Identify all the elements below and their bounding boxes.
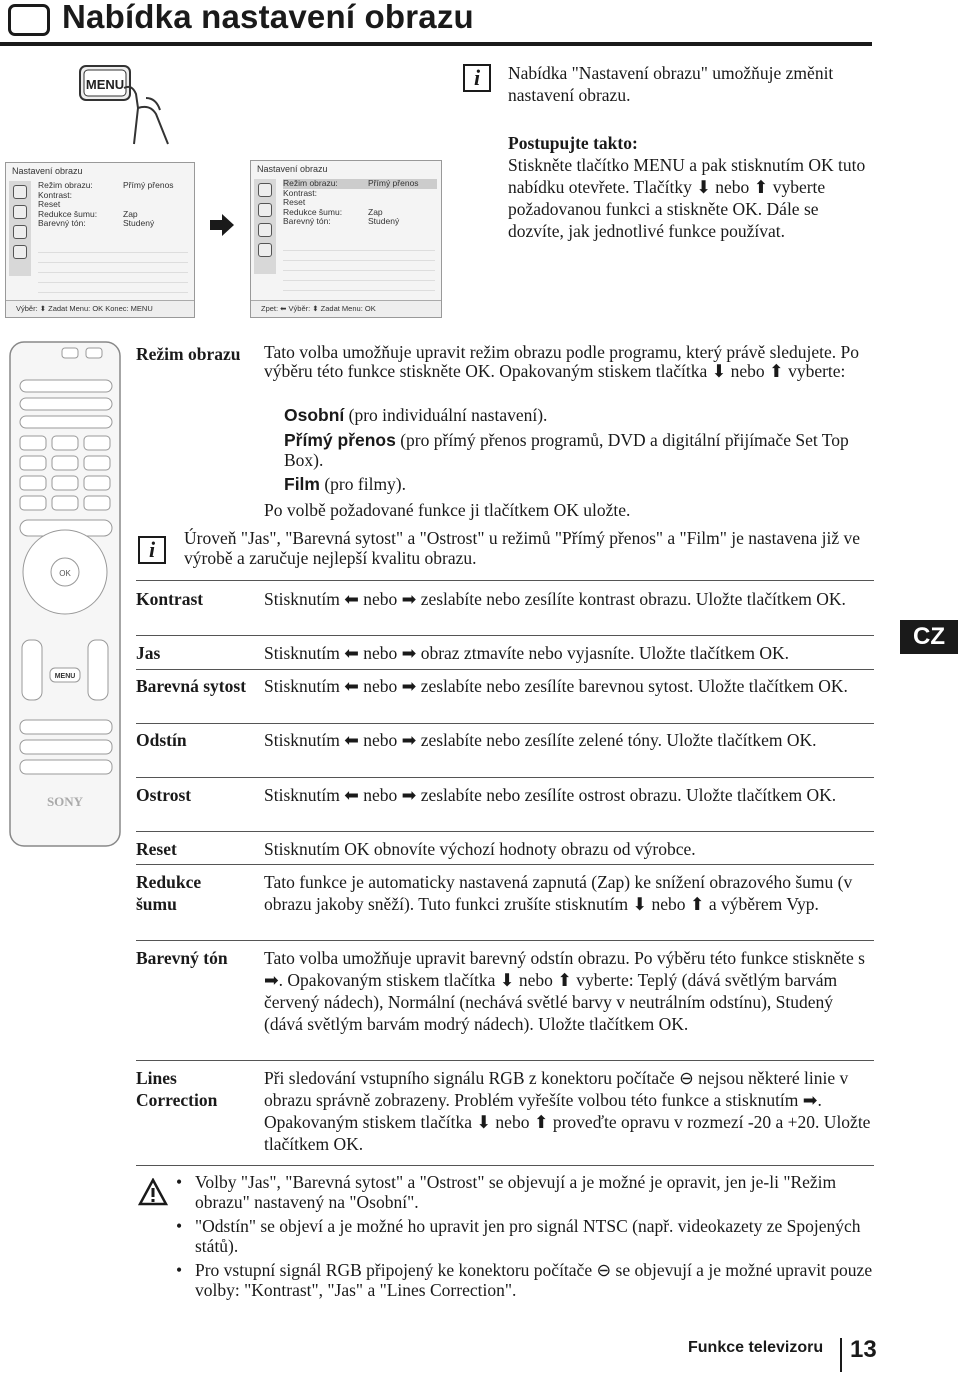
row-divider bbox=[136, 831, 874, 832]
title-rule bbox=[0, 42, 872, 46]
setting-desc-kontrast: Stisknutím ⬅ nebo ➡ zeslabíte nebo zesílíte kontrast obrazu. Uložte tlačítkem OK. bbox=[264, 589, 846, 609]
setting-label-rezim: Režim obrazu bbox=[136, 344, 241, 364]
rezim-option-osobni: Osobní (pro individuální nastavení). bbox=[284, 405, 548, 425]
warning-item: • Pro vstupní signál RGB připojený ke konektoru počítače ⊖ se objevují a je možné upravit pouze volby: "Kontrast", "Jas" a "Lines Correction". bbox=[176, 1260, 873, 1300]
osd-hint-bar: Zpet: ⬅ Výběr: ⬍ Zadat Menu: OK bbox=[251, 300, 441, 317]
setting-desc-jas: Stisknutím ⬅ nebo ➡ obraz ztmavíte nebo vyjasníte. Uložte tlačítkem OK. bbox=[264, 643, 790, 663]
osd-empty-lines bbox=[283, 241, 435, 297]
setting-label-kontrast: Kontrast bbox=[136, 589, 204, 609]
setting-desc-lines: Při sledování vstupního signálu RGB z konektoru počítače ⊖ nejsou některé linie v obrazu správně zobrazeny. Problém vyřešíte volbou této funkce a stisknutím ➡. Opakovaným stiskem tlačítka ⬇ nebo ⬆ proveďte opravu v rozmezí -20 a +20. Uložte tlačítkem OK. bbox=[264, 1068, 871, 1154]
setting-label-redukce: Redukce šumu bbox=[136, 872, 202, 914]
osd-sidebar bbox=[254, 179, 276, 274]
setting-desc-redukce: Tato funkce je automaticky nastavená zapnutá (Zap) ke snížení obrazového šumu (v obrazu jakoby sněží). Tuto funkci zrušíte stisknutím ⬇ nebo ⬆ a výběrem Vyp. bbox=[264, 872, 853, 914]
remote-ok-label: OK bbox=[59, 569, 71, 578]
setting-label-reset: Reset bbox=[136, 839, 177, 859]
setting-label-ostrost: Ostrost bbox=[136, 785, 192, 805]
setting-label-odstin: Odstín bbox=[136, 730, 187, 750]
footer-section-label: Funkce televizoru bbox=[688, 1339, 824, 1356]
setting-desc-odstin: Stisknutím ⬅ nebo ➡ zeslabíte nebo zesílíte zelené tóny. Uložte tlačítkem OK. bbox=[264, 730, 817, 750]
osd-title: Nastavení obrazu bbox=[12, 166, 83, 176]
osd-empty-lines bbox=[38, 243, 188, 297]
row-divider bbox=[136, 940, 874, 941]
howto-heading: Postupujte takto: bbox=[508, 133, 638, 153]
row-divider bbox=[136, 777, 874, 778]
info-icon: i bbox=[463, 64, 491, 92]
setting-desc-sytost: Stisknutím ⬅ nebo ➡ zeslabíte nebo zesílíte barevnou sytost. Uložte tlačítkem OK. bbox=[264, 676, 848, 696]
page-number: 13 bbox=[850, 1336, 877, 1363]
osd-sidebar bbox=[9, 181, 31, 276]
osd-screen-2 bbox=[250, 160, 442, 318]
osd-title: Nastavení obrazu bbox=[257, 164, 328, 174]
rezim-save-note: Po volbě požadované funkce ji tlačítkem OK uložte. bbox=[264, 500, 631, 520]
osd-hint-bar: Výběr: ⬍ Zadat Menu: OK Konec: MENU bbox=[6, 300, 194, 317]
picture-settings-icon bbox=[8, 4, 50, 36]
info-icon: i bbox=[138, 536, 166, 564]
row-divider bbox=[136, 669, 874, 670]
intro-note: Nabídka "Nastavení obrazu" umožňuje změnit nastavení obrazu. bbox=[508, 63, 834, 105]
osd-list: Režim obrazu: Přímý přenos Kontrast: Reset Redukce šumu: Zap Barevný tón: Studený bbox=[283, 179, 437, 227]
warning-icon bbox=[138, 1178, 168, 1206]
setting-desc-ostrost: Stisknutím ⬅ nebo ➡ zeslabíte nebo zesílíte ostrost obrazu. Uložte tlačítkem OK. bbox=[264, 785, 837, 805]
setting-desc-ton: Tato volba umožňuje upravit barevný odstín obrazu. Po výběru této funkce stiskněte s ➡. Opakovaným stiskem tlačítka ⬇ nebo ⬆ vyberte: Teplý (dává světlým barvám červený nádech), Normální (nechává světlé barvy v neutrálním odstínu), Studený (dává světlým barvám modrý nádech). Uložte tlačítkem OK. bbox=[264, 948, 865, 1034]
setting-label-jas: Jas bbox=[136, 643, 161, 663]
arrow-right-icon bbox=[208, 212, 236, 238]
menu-button-label: MENU bbox=[85, 77, 125, 92]
rezim-info-note: Úroveň "Jas", "Barevná sytost" a "Ostrost" u režimů "Přímý přenos" a "Film" je nastavena již ve výrobě a zaručuje nejlepší kvalitu obrazu. bbox=[184, 528, 861, 568]
howto-text: Stiskněte tlačítko MENU a pak stisknutím OK tuto nabídku otevřete. Tlačítky ⬇ nebo ⬆ vyberte požadovanou funkci a stiskněte OK. Dále se dozvíte, jak jednotlivé funkce používat. bbox=[508, 155, 866, 241]
setting-label-sytost: Barevná sytost bbox=[136, 676, 247, 696]
row-divider bbox=[136, 1060, 874, 1061]
remote-control-illustration bbox=[6, 340, 124, 850]
language-tab: CZ bbox=[900, 620, 958, 654]
setting-desc-reset: Stisknutím OK obnovíte výchozí hodnoty obrazu od výrobce. bbox=[264, 839, 696, 859]
remote-menu-label: MENU bbox=[54, 673, 76, 680]
setting-label-ton: Barevný tón bbox=[136, 948, 228, 968]
osd-screen-1 bbox=[5, 162, 195, 318]
warning-item: • "Odstín" se objeví a je možné ho upravit jen pro signál NTSC (např. videokazety ze Spojených států). bbox=[176, 1216, 861, 1256]
rezim-option-primy-prenos: Přímý přenos (pro přímý přenos programů, DVD a digitální přijímače Set Top Box). bbox=[284, 430, 849, 470]
row-divider bbox=[136, 723, 874, 724]
footer-divider bbox=[840, 1338, 842, 1372]
remote-brand: SONY bbox=[46, 794, 84, 809]
row-divider bbox=[136, 580, 874, 581]
setting-desc-rezim: Tato volba umožňuje upravit režim obrazu podle programu, který právě sledujete. Po výběru této funkce stiskněte OK. Opakovaným stiskem tlačítka ⬇ nebo ⬆ vyberte: bbox=[264, 342, 860, 381]
page-title: Nabídka nastavení obrazu bbox=[62, 0, 474, 35]
osd-list: Režim obrazu: Přímý přenos Kontrast: Reset Redukce šumu: Zap Barevný tón: Studený bbox=[38, 180, 174, 228]
menu-button-hand-illustration bbox=[76, 58, 186, 150]
rezim-option-film: Film (pro filmy). bbox=[284, 474, 407, 494]
row-divider bbox=[136, 1165, 874, 1166]
row-divider bbox=[136, 864, 874, 865]
setting-label-lines: Lines Correction bbox=[136, 1068, 218, 1110]
row-divider bbox=[136, 635, 874, 636]
warning-item: • Volby "Jas", "Barevná sytost" a "Ostrost" se objevují a je možné je opravit, jen je-li "Režim obrazu" nastavený na "Osobní". bbox=[176, 1172, 837, 1212]
